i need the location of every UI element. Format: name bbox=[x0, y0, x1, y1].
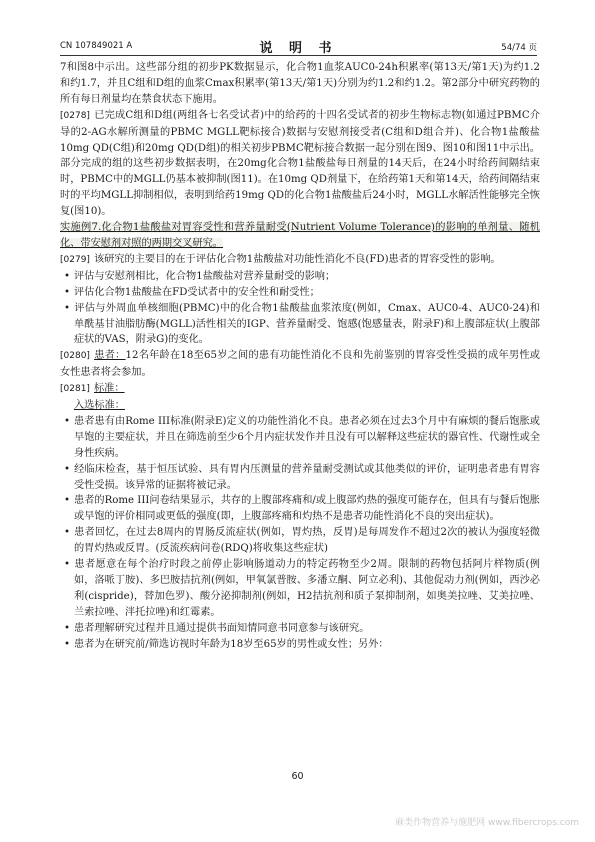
bullet-text: 患者回忆，在过去8周内的胃肠反流症状(例如，胃灼热，反胃)是每周发作不超过2次的被认为强度轻微的胃灼热或反胃。(反流疾病问卷(RDQ)将收集这些症状) bbox=[74, 527, 540, 555]
paragraph-0279 bbox=[60, 252, 540, 269]
inclusion-criteria-heading bbox=[60, 398, 540, 414]
bullet-text: 患者患有由Rome III标准(附录E)定义的功能性消化不良。患者必须在过去3个月中有麻烦的餐后饱胀或早饱的主要症状，并且在筛选前至少6个月内症状发作并且没有可以解释这些症状的器官性、代谢性或全身性疾病。 bbox=[74, 415, 540, 459]
paragraph-number: [0280] bbox=[60, 351, 90, 362]
bullet-icon: • bbox=[64, 638, 71, 650]
page-number: 60 bbox=[291, 771, 304, 782]
bullet-text: 患者愿意在每个治疗时段之前停止影响肠道动力的特定药物至少2周。限制的药物包括阿片样物质(例如，洛哌丁胺)、多巴胺拮抗剂(例如，甲氧氯普胺、多潘立酮、阿立必利)、其他促动力剂(例如，西沙必利(cispride)，替加色罗)、酸分泌抑制剂(例如，H2拮抗剂和质子泵抑制剂，如奥美拉唑、艾美拉唑、兰索拉唑、泮托拉唑)和红霉素。 bbox=[74, 559, 540, 618]
criteria-label: 标准： bbox=[94, 383, 125, 395]
page-header bbox=[60, 37, 537, 56]
bullet-icon: • bbox=[64, 495, 71, 507]
example-title bbox=[60, 220, 540, 252]
patent-number: CN 107849021 A bbox=[60, 41, 133, 51]
objective-bullet bbox=[60, 269, 540, 285]
inclusion-bullet bbox=[60, 493, 540, 525]
objective-bullet bbox=[60, 285, 540, 301]
bullet-icon: • bbox=[64, 286, 71, 298]
paragraph-number: [0279] bbox=[60, 254, 90, 265]
paragraph-0280 bbox=[60, 348, 540, 381]
patients-label: 患者： bbox=[94, 350, 126, 362]
inclusion-bullet bbox=[60, 557, 540, 621]
bullet-icon: • bbox=[64, 622, 71, 634]
paragraph-number: [0281] bbox=[60, 384, 90, 395]
bullet-text: 患者为在研究前/筛选访视时年龄为18岁至65岁的男性或女性；另外： bbox=[74, 638, 389, 650]
inclusion-label: 入选标准： bbox=[74, 400, 125, 412]
bullet-text: 评估与安慰剂相比，化合物1盐酸盐对营养量耐受的影响； bbox=[74, 270, 336, 282]
bullet-icon: • bbox=[64, 302, 71, 314]
paragraph-0278 bbox=[60, 108, 540, 220]
bullet-text: 评估化合物1盐酸盐在FD受试者中的安全性和耐受性； bbox=[74, 286, 320, 298]
bullet-text: 患者的Rome III问卷结果显示，共存的上腹部疼痛和/或上腹部灼热的强度可能存在，但具有与餐后饱胀或早饱的评价相同或更低的强度(即，上腹部疼痛和灼热不是患者功能性消化不良的突出症状)。 bbox=[74, 495, 540, 523]
inclusion-bullet bbox=[60, 621, 540, 637]
paragraph-continuation: 7和图8中示出。这些部分组的初步PK数据显示，化合物1血浆AUC0-24h积累率(第13天/第1天)为约1.2和约1.7，并且C组和D组的血浆Cmax积累率(第13天/第1天)分别为约1.2和约1.2。第2部分中研究药物的所有每日剂量均在禁食状态下施用。 bbox=[60, 62, 540, 105]
inclusion-bullet bbox=[60, 414, 540, 462]
watermark: 麻类作物营养与施肥网 www.fibercrops.com bbox=[395, 818, 579, 828]
paragraph-0281 bbox=[60, 381, 540, 398]
bullet-icon: • bbox=[64, 415, 71, 427]
document-title: 说 明 书 bbox=[259, 41, 338, 56]
bullet-text: 评估与外周血单核细胞(PBMC)中的化合物1盐酸盐血浆浓度(例如，Cmax、AUC0-4、AUC0-24)和单酰基甘油脂肪酶(MGLL)活性相关的IGP、营养量耐受、饱感(饱感量表，附录F)和上腹部症状(上腹部症状的VAS，附录G)的变化。 bbox=[74, 302, 540, 346]
bullet-icon: • bbox=[64, 527, 71, 539]
bullet-text: 患者理解研究过程并且通过提供书面知情同意书同意参与该研究。 bbox=[74, 622, 370, 634]
objective-bullet bbox=[60, 301, 540, 349]
inclusion-bullet bbox=[60, 462, 540, 494]
bullet-icon: • bbox=[64, 559, 71, 571]
bullet-icon: • bbox=[64, 463, 71, 475]
bullet-text: 经临床检查，基于恒压试验、具有胃内压测量的营养量耐受测试或其他类似的评价，证明患者患有胃容受性受损。该异常的证据将被记录。 bbox=[74, 463, 540, 491]
bullet-icon: • bbox=[64, 270, 71, 282]
example-title-text: 实施例7.化合物1盐酸盐对胃容受性和营养量耐受(Nutrient Volume Tolerance)的影响的单剂量、随机化、带安慰剂对照的两期交叉研究。 bbox=[60, 222, 540, 249]
inclusion-bullet bbox=[60, 637, 540, 653]
paragraph-number: [0278] bbox=[60, 110, 90, 121]
page-of-total: 54/74 页 bbox=[501, 43, 537, 53]
paragraph-text: 该研究的主要目的在于评估化合物1盐酸盐对功能性消化不良(FD)患者的胃容受性的影响。 bbox=[94, 253, 501, 265]
inclusion-bullet bbox=[60, 525, 540, 557]
paragraph-text: 已完成C组和D组(两组各七名受试者)中的给药的十四名受试者的初步生物标志物(如通过PBMC介导的2-AG水解所测量的PBMC MGLL靶标接合)数据与安慰剂接受者(C组和D组合并)、化合物1盐酸盐10mg QD(C组)和20mg QD(D组)的相关初步PBMC靶标接合数据一起分别在图9、图10和图11中示出。部分完成的组的这些初步数据表明，在20mg化合物1盐酸盐每日剂量的14天后，在24小时给药间隔结束时，PBMC中的MGLL仍基本被抑制(图11)。在10mg QD剂量下，在给药第1天和第14天，给药间隔结束时的平均MGLL抑制相似，表明到给药19mg QD的化合物1盐酸盐后24小时，MGLL水解活性能够完全恢复(图10)。 bbox=[60, 109, 540, 218]
document-body bbox=[60, 60, 540, 653]
paragraph-text: 12名年龄在18至65岁之间的患有功能性消化不良和先前鉴别的胃容受性受损的成年男性或女性患者将会参加。 bbox=[60, 350, 540, 379]
